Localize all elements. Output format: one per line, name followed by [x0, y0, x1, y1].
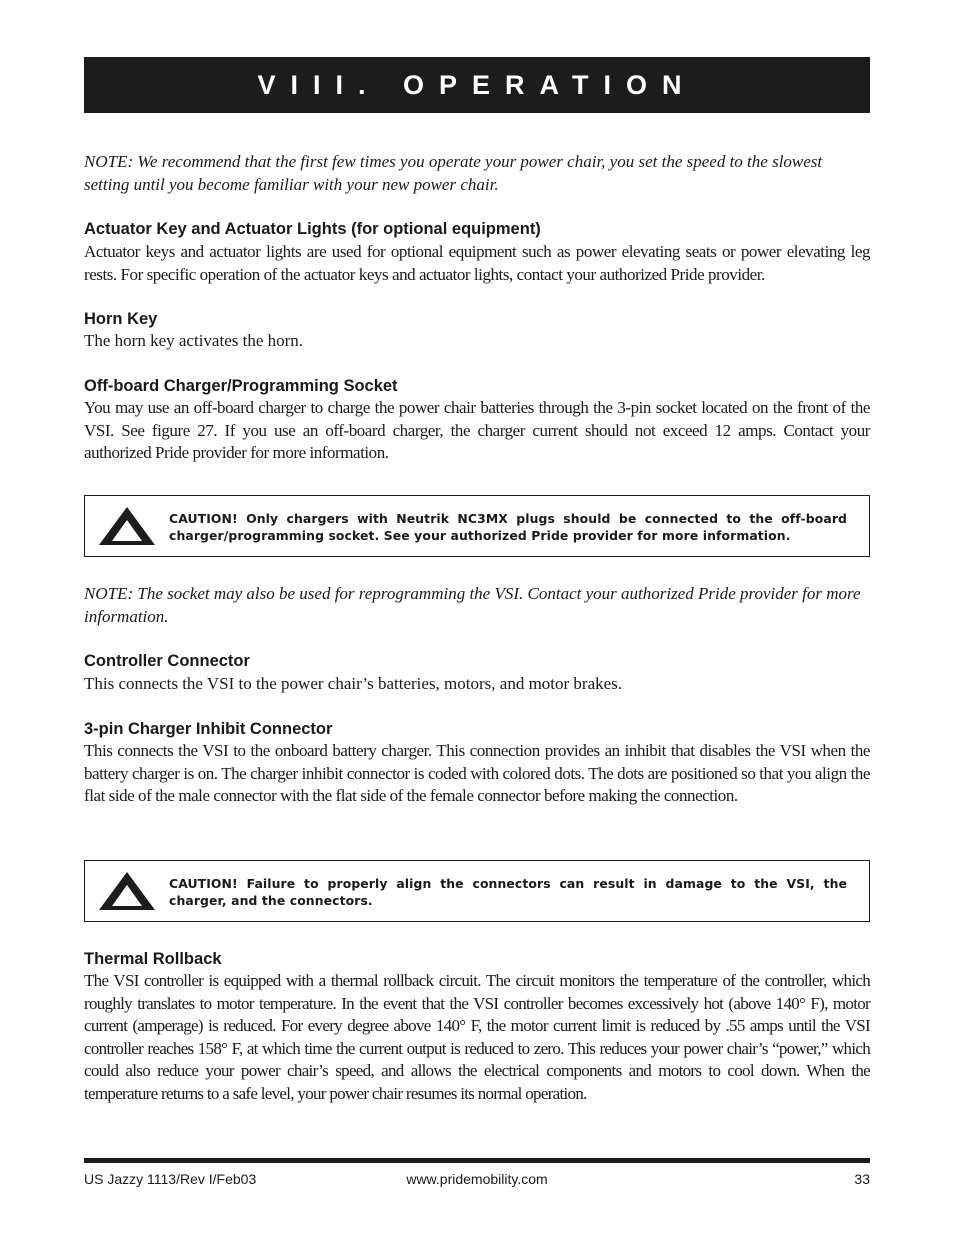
heading-charger-socket: Off-board Charger/Programming Socket [84, 377, 398, 395]
body-actuator: Actuator keys and actuator lights are used for optional equipment such as power elevating seats or power elevating leg rests. For specific operation of the actuator keys and actuator lights, contact your authorized Pride provider. [84, 242, 870, 284]
note-speed: NOTE: We recommend that the first few times you operate your power chair, you set the speed to the slowest setting until you become familiar with your new power chair. [84, 152, 823, 194]
section-title: VIII. OPERATION [257, 69, 697, 100]
body-thermal: The VSI controller is equipped with a thermal rollback circuit. The circuit monitors the temperature of the controller, which roughly translates to motor temperature. In the event that the VSI controller becomes excessively hot (above 140° F), motor current (amperage) is reduced. For every degree above 140° F, the motor current limit is reduced by .55 amps until the VSI controller reaches 158° F, at which time the current output is reduced to zero. This reduces your power chair’s “power,” which could also reduce your power chair’s speed, and allows the electrical components and motors to cool down. When the temperature returns to a safe level, your power chair resumes its normal operation. [84, 971, 870, 1103]
warning-triangle-icon [97, 870, 157, 912]
heading-inhibit: 3-pin Charger Inhibit Connector [84, 720, 333, 738]
body-charger-socket: You may use an off-board charger to charge the power chair batteries through the 3-pin socket located on the front of the VSI. See figure 27. If you use an off-board charger, the charger current should not exceed 12 amps. Contact your authorized Pride provider for more information. [84, 398, 870, 462]
section-title-bar [84, 57, 870, 113]
caution-box-connectors [84, 860, 870, 922]
heading-controller: Controller Connector [84, 652, 250, 670]
heading-thermal: Thermal Rollback [84, 950, 222, 968]
footer-doc-id: US Jazzy 1113/Rev I/Feb03 [84, 1171, 257, 1187]
body-horn: The horn key activates the horn. [84, 331, 304, 350]
caution-text-charger: CAUTION! Only chargers with Neutrik NC3MX plugs should be connected to the off-board charger/programming socket. See your authorized Pride provider for more information. [169, 511, 847, 543]
warning-triangle-icon [97, 505, 157, 547]
footer-rule [84, 1158, 870, 1163]
page-number: 33 [854, 1171, 870, 1187]
body-inhibit: This connects the VSI to the onboard battery charger. This connection provides an inhibit that disables the VSI when the battery charger is on. The charger inhibit connector is coded with colored dots. The dots are positioned so that you align the flat side of the male connector with the flat side of the female connector before making the connection. [84, 741, 870, 805]
heading-horn: Horn Key [84, 310, 158, 328]
note-socket: NOTE: The socket may also be used for reprogramming the VSI. Contact your authorized Pride provider for more information. [84, 584, 861, 626]
heading-actuator: Actuator Key and Actuator Lights (for optional equipment) [84, 220, 541, 238]
caution-text-connectors: CAUTION! Failure to properly align the connectors can result in damage to the VSI, the charger, and the connectors. [169, 876, 847, 908]
caution-box-charger [84, 495, 870, 557]
body-controller: This connects the VSI to the power chair’s batteries, motors, and motor brakes. [84, 674, 623, 693]
footer-website: www.pridemobility.com [406, 1171, 548, 1187]
